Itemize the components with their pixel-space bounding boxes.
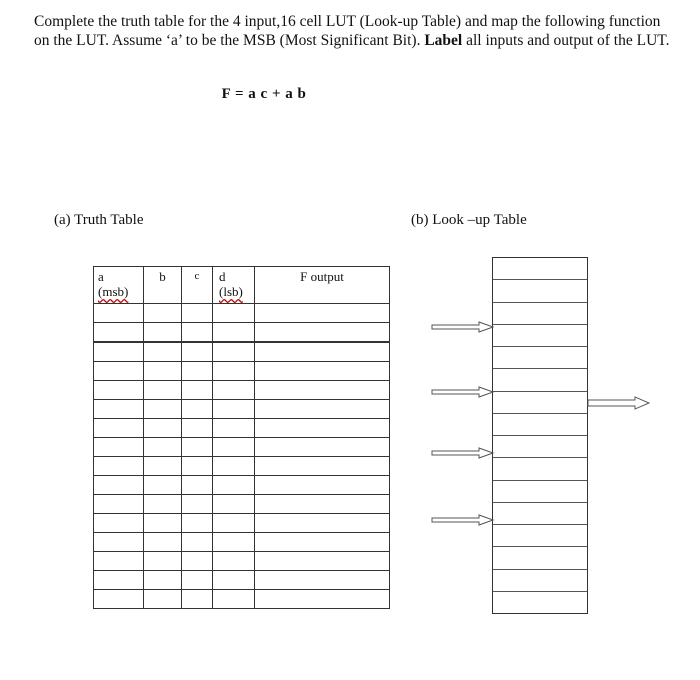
truth-table-cell[interactable] xyxy=(213,590,255,609)
truth-table-row xyxy=(94,552,390,571)
truth-table-cell[interactable] xyxy=(144,552,182,571)
lut-output-arrow xyxy=(587,396,651,410)
truth-table-cell[interactable] xyxy=(182,381,213,400)
truth-table-cell[interactable] xyxy=(255,457,390,476)
header-d-lsb: (lsb) xyxy=(219,284,243,299)
truth-table-cell[interactable] xyxy=(144,381,182,400)
truth-table-cell[interactable] xyxy=(144,304,182,323)
lut-cell[interactable] xyxy=(493,369,587,391)
header-c: c xyxy=(182,267,213,304)
truth-table-cell[interactable] xyxy=(182,438,213,457)
truth-table-cell[interactable] xyxy=(94,476,144,495)
truth-table-cell[interactable] xyxy=(255,381,390,400)
truth-table-cell[interactable] xyxy=(144,533,182,552)
truth-table-cell[interactable] xyxy=(144,419,182,438)
truth-table-row xyxy=(94,381,390,400)
truth-table-row xyxy=(94,514,390,533)
truth-table-cell[interactable] xyxy=(94,342,144,362)
truth-table-cell[interactable] xyxy=(144,400,182,419)
truth-table-cell[interactable] xyxy=(182,362,213,381)
truth-table-cell[interactable] xyxy=(255,342,390,362)
truth-table-row xyxy=(94,323,390,343)
truth-table-cell[interactable] xyxy=(182,590,213,609)
lut-cell[interactable] xyxy=(493,392,587,414)
truth-table-cell[interactable] xyxy=(182,304,213,323)
question-intro-bold: Label xyxy=(424,32,463,49)
truth-table-cell[interactable] xyxy=(213,533,255,552)
truth-table-cell[interactable] xyxy=(94,571,144,590)
truth-table-cell[interactable] xyxy=(94,381,144,400)
truth-table-cell[interactable] xyxy=(213,400,255,419)
truth-table-cell[interactable] xyxy=(182,342,213,362)
lut-input-arrow xyxy=(431,447,495,459)
lut-cell[interactable] xyxy=(493,325,587,347)
truth-table-cell[interactable] xyxy=(255,362,390,381)
truth-table-cell[interactable] xyxy=(213,323,255,343)
header-b: b xyxy=(144,267,182,304)
truth-table-cell[interactable] xyxy=(94,552,144,571)
header-a-label: a xyxy=(98,269,104,284)
truth-table-cell[interactable] xyxy=(255,323,390,343)
truth-table-cell[interactable] xyxy=(144,438,182,457)
header-f-output: F output xyxy=(255,267,390,304)
formula: F = a c + a b xyxy=(221,86,307,102)
truth-table-cell[interactable] xyxy=(94,457,144,476)
truth-table-cell[interactable] xyxy=(182,323,213,343)
lut-cell[interactable] xyxy=(493,458,587,480)
truth-table-cell[interactable] xyxy=(213,571,255,590)
header-a xyxy=(94,267,144,304)
truth-table-cell[interactable] xyxy=(182,419,213,438)
truth-table-cell[interactable] xyxy=(255,590,390,609)
truth-table-cell[interactable] xyxy=(144,476,182,495)
truth-table-cell[interactable] xyxy=(144,323,182,343)
truth-table-cell[interactable] xyxy=(182,552,213,571)
truth-table-cell[interactable] xyxy=(144,590,182,609)
truth-table-row xyxy=(94,304,390,323)
truth-table-cell[interactable] xyxy=(144,457,182,476)
lut-cell[interactable] xyxy=(493,570,587,592)
truth-table xyxy=(93,266,390,609)
lut-input-arrow xyxy=(431,514,495,526)
truth-table-cell[interactable] xyxy=(144,495,182,514)
question-text xyxy=(34,12,674,50)
lut-cell[interactable] xyxy=(493,347,587,369)
truth-table-cell[interactable] xyxy=(213,419,255,438)
truth-table-cell[interactable] xyxy=(213,362,255,381)
truth-table-row xyxy=(94,533,390,552)
truth-table-cell[interactable] xyxy=(213,381,255,400)
truth-table-cell[interactable] xyxy=(182,533,213,552)
lut-cell[interactable] xyxy=(493,547,587,569)
truth-table-cell[interactable] xyxy=(144,514,182,533)
lut-cell[interactable] xyxy=(493,525,587,547)
lut-cell[interactable] xyxy=(493,414,587,436)
truth-table-cell[interactable] xyxy=(144,342,182,362)
truth-table-cell[interactable] xyxy=(182,514,213,533)
truth-table-cell[interactable] xyxy=(255,400,390,419)
truth-table-cell[interactable] xyxy=(182,476,213,495)
truth-table-row xyxy=(94,590,390,609)
truth-table-row xyxy=(94,400,390,419)
truth-table-cell[interactable] xyxy=(182,400,213,419)
truth-table-cell[interactable] xyxy=(255,476,390,495)
truth-table-cell[interactable] xyxy=(255,304,390,323)
truth-table-cell[interactable] xyxy=(182,457,213,476)
truth-table-row xyxy=(94,419,390,438)
header-d xyxy=(213,267,255,304)
truth-table-cell[interactable] xyxy=(213,495,255,514)
truth-table-cell[interactable] xyxy=(213,342,255,362)
truth-table-cell[interactable] xyxy=(255,419,390,438)
truth-table-row xyxy=(94,495,390,514)
truth-table-cell[interactable] xyxy=(255,438,390,457)
truth-table-cell[interactable] xyxy=(213,304,255,323)
truth-table-cell[interactable] xyxy=(94,533,144,552)
truth-table-row xyxy=(94,571,390,590)
lut-cell[interactable] xyxy=(493,258,587,280)
truth-table-cell[interactable] xyxy=(255,552,390,571)
truth-table-cell[interactable] xyxy=(94,419,144,438)
header-d-label: d xyxy=(219,269,226,284)
question-intro-part2: all inputs and output of the LUT. xyxy=(462,32,670,49)
truth-table-cell[interactable] xyxy=(213,476,255,495)
truth-table-cell[interactable] xyxy=(94,323,144,343)
truth-table-cell[interactable] xyxy=(144,571,182,590)
lut-cell[interactable] xyxy=(493,503,587,525)
truth-table-cell[interactable] xyxy=(94,438,144,457)
truth-table-cell[interactable] xyxy=(94,495,144,514)
truth-table-cell[interactable] xyxy=(94,304,144,323)
truth-table-cell[interactable] xyxy=(255,571,390,590)
truth-table-cell[interactable] xyxy=(94,400,144,419)
lut-input-arrow xyxy=(431,321,495,333)
truth-table-cell[interactable] xyxy=(144,362,182,381)
truth-table-cell[interactable] xyxy=(255,533,390,552)
truth-table-cell[interactable] xyxy=(255,514,390,533)
truth-table-title: (a) Truth Table xyxy=(54,212,144,228)
header-a-msb: (msb) xyxy=(98,284,129,299)
lut-cell[interactable] xyxy=(493,481,587,503)
truth-table-cell[interactable] xyxy=(213,457,255,476)
truth-table-cell[interactable] xyxy=(182,571,213,590)
lut-cell[interactable] xyxy=(493,280,587,302)
truth-table-cell[interactable] xyxy=(213,552,255,571)
truth-table-row xyxy=(94,362,390,381)
truth-table-cell[interactable] xyxy=(255,495,390,514)
lut-cell[interactable] xyxy=(493,303,587,325)
truth-table-cell[interactable] xyxy=(94,590,144,609)
truth-table-cell[interactable] xyxy=(213,514,255,533)
truth-table-cell[interactable] xyxy=(94,362,144,381)
lut-title: (b) Look –up Table xyxy=(411,212,527,228)
truth-table-row xyxy=(94,342,390,362)
truth-table-cell[interactable] xyxy=(182,495,213,514)
lut-cell[interactable] xyxy=(493,592,587,614)
truth-table-header-row xyxy=(94,267,390,304)
lut-input-arrow xyxy=(431,386,495,398)
lut-cells xyxy=(492,257,588,614)
truth-table-row xyxy=(94,457,390,476)
truth-table-cell[interactable] xyxy=(94,514,144,533)
truth-table-row xyxy=(94,476,390,495)
question-intro-part1: Complete the truth table for the 4 input,16 cell LUT (Look-up Table) and map the following function on the LUT. Assume ‘a’ to be the MSB (Most Significant Bit). xyxy=(34,13,661,49)
lut-cell[interactable] xyxy=(493,436,587,458)
truth-table-cell[interactable] xyxy=(213,438,255,457)
truth-table-row xyxy=(94,438,390,457)
